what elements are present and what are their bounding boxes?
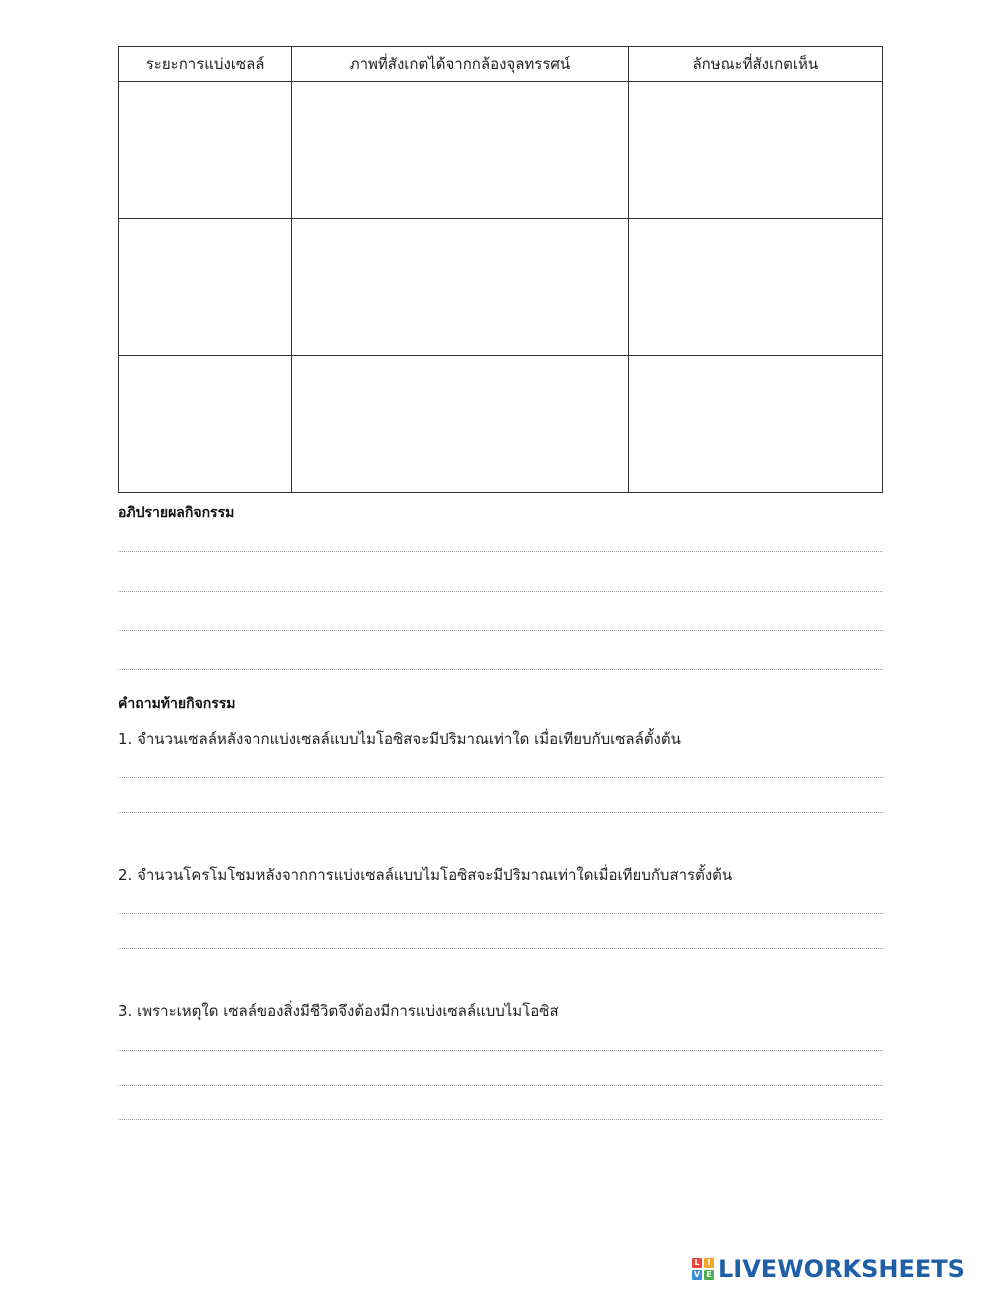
table-cell[interactable] (628, 356, 882, 493)
discussion-heading: อภิปรายผลกิจกรรม (118, 505, 235, 521)
table-cell[interactable] (628, 219, 882, 356)
table-row (119, 356, 883, 493)
logo-icon (692, 1258, 714, 1280)
question-2: 2. จำนวนโครโมโซมหลังจากการแบ่งเซลล์แบบไมโอซิสจะมีปริมาณเท่าใดเมื่อเทียบกับสารตั้งต้น (118, 866, 733, 884)
table-row (119, 82, 883, 219)
answer-line[interactable] (118, 551, 883, 552)
answer-line[interactable] (118, 1050, 883, 1051)
table-cell[interactable] (119, 219, 292, 356)
question-3: 3. เพราะเหตุใด เซลล์ของสิ่งมีชีวิตจึงต้องมีการแบ่งเซลล์แบบไมโอซิส (118, 1002, 559, 1020)
logo-text: LIVEWORKSHEETS (718, 1255, 965, 1283)
table-row (119, 219, 883, 356)
observation-table (118, 46, 883, 493)
header-observed-features: ลักษณะที่สังเกตเห็น (628, 47, 882, 82)
answer-line[interactable] (118, 630, 883, 631)
table-cell[interactable] (628, 82, 882, 219)
logo-icon-letter: E (704, 1270, 714, 1280)
table-cell[interactable] (292, 356, 628, 493)
answer-line[interactable] (118, 812, 883, 813)
answer-line[interactable] (118, 591, 883, 592)
table-cell[interactable] (119, 82, 292, 219)
answer-line[interactable] (118, 1085, 883, 1086)
table-cell[interactable] (119, 356, 292, 493)
answer-line[interactable] (118, 669, 883, 670)
question-1: 1. จำนวนเซลล์หลังจากแบ่งเซลล์แบบไมโอซิสจะมีปริมาณเท่าใด เมื่อเทียบกับเซลล์ตั้งต้น (118, 730, 681, 748)
logo-icon-letter: L (692, 1258, 702, 1268)
logo-icon-letter: I (704, 1258, 714, 1268)
header-microscope-image: ภาพที่สังเกตได้จากกล้องจุลทรรศน์ (292, 47, 628, 82)
liveworksheets-logo (692, 1256, 965, 1282)
answer-line[interactable] (118, 1119, 883, 1120)
answer-line[interactable] (118, 948, 883, 949)
answer-line[interactable] (118, 913, 883, 914)
answer-line[interactable] (118, 777, 883, 778)
questions-heading: คำถามท้ายกิจกรรม (118, 696, 236, 712)
header-stage: ระยะการแบ่งเซลล์ (119, 47, 292, 82)
logo-icon-letter: V (693, 1270, 701, 1279)
table-cell[interactable] (292, 219, 628, 356)
table-header-row (119, 47, 883, 82)
table-cell[interactable] (292, 82, 628, 219)
